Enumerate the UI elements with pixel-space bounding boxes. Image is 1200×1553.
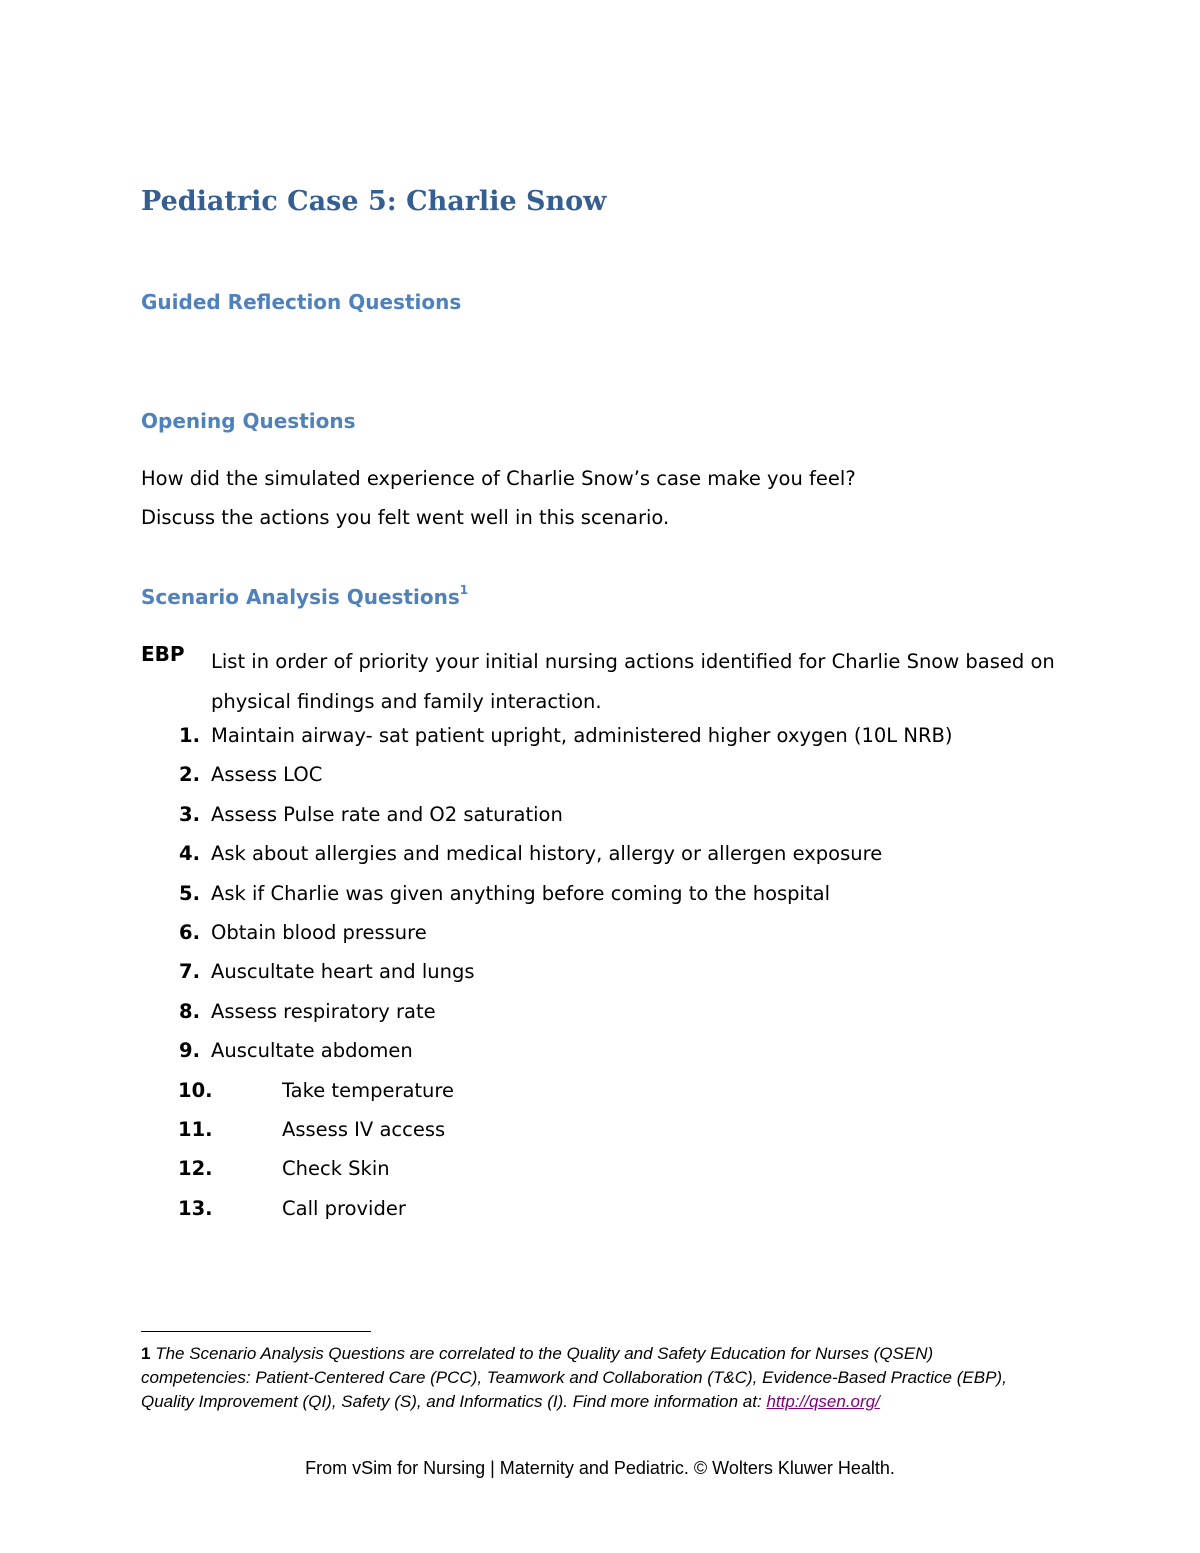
footnote-text: The Scenario Analysis Questions are correlated to the Quality and Safety Education for Nurses (QSEN) competencies: Patient-Centered Care (PCC), Teamwork and Collaboration (T&C), Evidence-Based Practice (EBP), Quality Improvement (QI), Safety (S), and Informatics (I). Find more information at: — [141, 1344, 1007, 1411]
page-title: Pediatric Case 5: Charlie Snow — [141, 186, 607, 217]
list-item-number: 13. — [178, 1196, 213, 1220]
list-item-text: Assess respiratory rate — [211, 999, 436, 1023]
list-item-text: Obtain blood pressure — [211, 920, 427, 944]
qsen-link[interactable]: http://qsen.org/ — [766, 1392, 880, 1411]
list-item-text: Maintain airway- sat patient upright, administered higher oxygen (10L NRB) — [211, 724, 953, 747]
opening-question-1: How did the simulated experience of Charlie Snow’s case make you feel? — [141, 467, 856, 490]
section-heading-opening-questions: Opening Questions — [141, 409, 356, 433]
list-item-number: 9. — [179, 1039, 200, 1063]
opening-question-2: Discuss the actions you felt went well in this scenario. — [141, 506, 670, 529]
footnote — [141, 1342, 1041, 1414]
list-item-text: Ask if Charlie was given anything before coming to the hospital — [211, 881, 830, 905]
list-item-number: 7. — [179, 960, 200, 984]
list-item-number: 4. — [179, 842, 200, 866]
list-item-number: 1. — [179, 724, 200, 747]
footnote-separator — [141, 1331, 371, 1332]
list-item-number: 12. — [178, 1157, 213, 1181]
list-item-number: 11. — [178, 1117, 213, 1141]
list-item-text: Take temperature — [282, 1078, 454, 1102]
list-item-text: Assess Pulse rate and O2 saturation — [211, 802, 563, 826]
list-item-number: 6. — [179, 920, 200, 944]
ebp-prompt: List in order of priority your initial nursing actions identified for Charlie Snow based on physical findings and family interaction. — [211, 650, 1055, 713]
scenario-analysis-heading-text: Scenario Analysis Questions — [141, 585, 460, 609]
page-footer: From vSim for Nursing | Maternity and Pediatric. © Wolters Kluwer Health. — [305, 1458, 895, 1478]
list-item-text: Auscultate abdomen — [211, 1039, 413, 1063]
list-item-text: Call provider — [282, 1196, 406, 1220]
list-item-text: Check Skin — [282, 1157, 390, 1181]
section-heading-scenario-analysis — [141, 585, 468, 609]
list-item-number: 3. — [179, 802, 200, 826]
section-heading-guided-reflection: Guided Reflection Questions — [141, 290, 462, 314]
list-item-number: 2. — [179, 763, 200, 787]
list-item-number: 8. — [179, 999, 200, 1023]
footnote-number: 1 — [141, 1344, 151, 1363]
list-item-number: 10. — [178, 1078, 213, 1102]
list-item-text: Auscultate heart and lungs — [211, 960, 475, 984]
ebp-tag: EBP — [141, 642, 185, 666]
list-item-number: 5. — [179, 881, 200, 905]
list-item-text: Assess IV access — [282, 1117, 446, 1141]
list-item-text: Assess LOC — [211, 763, 323, 787]
footnote-reference: 1 — [459, 583, 469, 598]
list-item-text: Ask about allergies and medical history, allergy or allergen exposure — [211, 842, 883, 866]
